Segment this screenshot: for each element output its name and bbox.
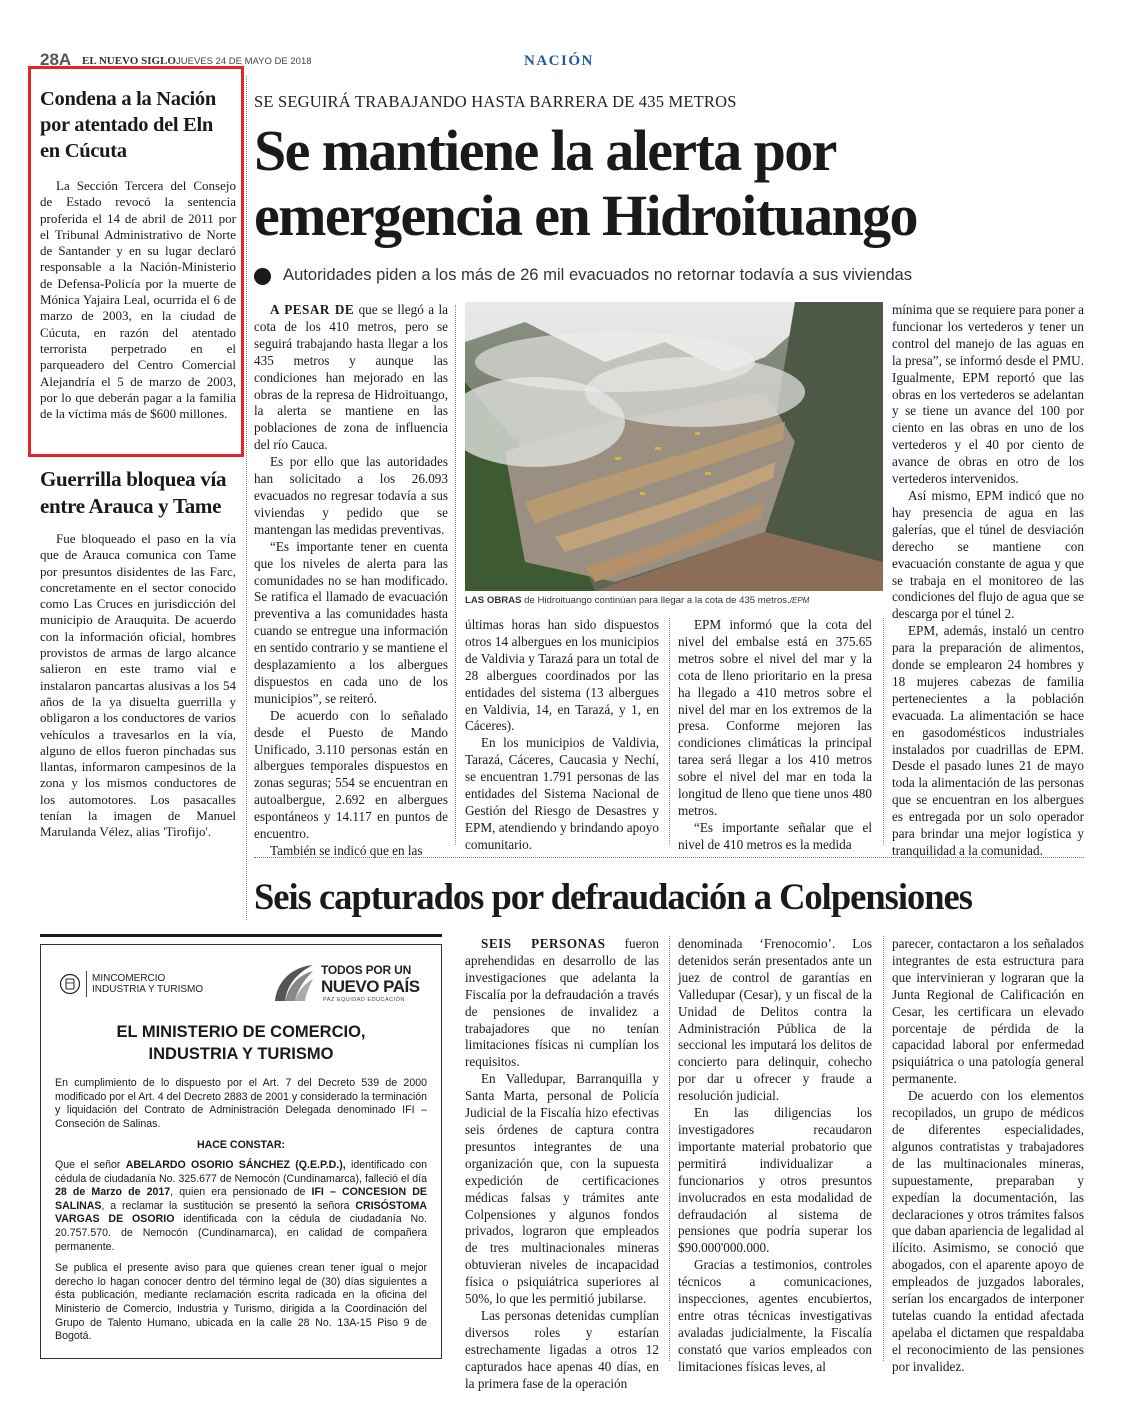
paper-name: EL NUEVO SIGLO (82, 55, 176, 67)
story-separator (254, 857, 1084, 858)
main-col-4-para: mínima que se requiere para poner a funcionar los vertederos y tener un control del manejo de las aguas en la presa”, se informó desde el PMU. Igualmente, EPM reportó que las obras en los vertederos se adelantan y se tiene un avance del 100 por ciento en las obras en uno de los vertederos y el 40 por ciento de avance de obras en otro de los vertederos intervenidos. (892, 302, 1084, 487)
main-col-1-para: “Es importante tener en cuenta que los niveles de alerta para las comunidades no se han modificado. Se ratifica el llamado de evacuación preventiva a las comunidades hasta cuando se entregue una información en sentido contrario y se mantiene el desplazamiento a los albergues dispuestos en cada uno de los municipios”, se reiteró. (254, 538, 448, 706)
main-col-4 (892, 302, 1084, 860)
second-col-3-para: parecer, contactaron a los señalados integrantes de esta estructura para que intervinieran y lograran que la Junta Regional de Calificación en Cesar, les certificara un elevado porcentaje de pérdida de la capacidad laboral por enfermedad psiquiátrica o una patología general permanente. (892, 936, 1084, 1087)
photo-caption-lead: LAS OBRAS (465, 595, 522, 606)
main-col-1 (254, 302, 448, 860)
sidebar-divider (246, 75, 247, 920)
photo-credit: /EPM (789, 596, 810, 605)
main-photo (465, 302, 883, 591)
page-number: 28A (40, 50, 72, 69)
mincomercio-line1: MINCOMERCIO (92, 973, 166, 984)
nuevo-pais-line2: NUEVO PAÍS (321, 977, 420, 996)
ad-paragraph-2: Que el señor ABELARDO OSORIO SÁNCHEZ (Q.E.P.D.), identificado con cédula de ciudadanía No. 325.677 de Nemocón (Cundinamarca), falleció el día 28 de Marzo de 2017, quien era pensionado de IFI – CONCESION DE SALINAS, a reclamar la sustitución se presentó la señora CRISÓSTOMA VARGAS DE OSORIO identificada con la cédula de ciudadanía No. 20.757.570. de Nemocón (Cundinamarca), en calidad de compañera permanente. (55, 1158, 428, 1253)
second-col-2-para: En las diligencias los investigadores recaudaron importante material probatorio que permitirá individualizar a funcionarios y otros presuntos involucrados en esta modalidad de defraudación al sistema de pensiones que podría superar los $90.000'000.000. (678, 1105, 872, 1256)
ad-hace-constar: HACE CONSTAR: (196, 1139, 286, 1152)
second-col-3-para: De acuerdo con los elementos recopilados, un grupo de médicos de diferentes especialidades, algunos contratistas y trabajadores de las multinacionales mineras, supuestamente, preparaban y expedían la documentación, las declaraciones y otros trámites falsos que daban apariencia de legalidad al ilícito. Asimismo, se conoció que abogados, con el aparente apoyo de empleados de juzgados laborales, serían los encargados de interponer tutelas cuando la entidad afectada apelaba el dictamen que respaldaba el reconocimiento de las pensiones por invalidez. (892, 1088, 1084, 1374)
second-headline: Seis capturados por defraudación a Colpensiones (254, 876, 972, 917)
main-col-2 (465, 617, 659, 854)
photo-caption-text: de Hidroituango continúan para llegar a la cota de 435 metros. (521, 595, 790, 606)
deck-bullet-icon (254, 268, 271, 285)
ad-title-line2: INDUSTRIA Y TURISMO (148, 1045, 334, 1063)
sidebar-story-condena (40, 86, 236, 422)
second-col-2-para: Gracias a testimonios, controles técnicos a comunicaciones, inspecciones, agentes encubiertos, entre otras técnicas investigativas avaladas judicialmente, la Fiscalía constató que varios empleados con limitaciones físicas leves, al (678, 1257, 872, 1374)
second-col-1 (465, 936, 659, 1392)
main-col-4-para: EPM, además, instaló un centro para la preparación de alimentos, donde se emplearon 24 hombres y 18 mujeres cabezas de familia pertenecientes a la población evacuada. La alimentación se hace en gasodomésticos industriales instalados por cuadrillas de EPM. Desde el pasado lunes 21 de mayo toda la alimentación de las personas que se encuentran en los albergues es entregada por un solo operador para brindar una mejor logística y tranquilidad a la comunidad. (892, 623, 1084, 858)
dam-construction-illustration (465, 302, 883, 591)
sidebar-story-guerrilla-body: Fue bloqueado el paso en la vía que de Arauca comunica con Tame por presuntos disidentes de las Farc, concretamente en el sector conocido como Las Cruces en jurisdicción del municipio de Arauquita. De acuerdo con la información oficial, hombres provistos de armas de largo alcance salieron en este tramo vial e instalaron pancartas alusivas a los 54 años de la ya disuelta guerrilla y obligaron a los conductores de varios vehículos a travesarlos en la vía, alguno de ellos fueron pinchadas sus llantas, informaron campesinos de la zona y los mismos conductores de los automotores. Los pasacalles tenían la imagen de Manuel Marulanda Vélez, alias 'Tirofijo'. (40, 531, 236, 840)
ad-title-line1: EL MINISTERIO DE COMERCIO, (116, 1023, 366, 1041)
main-col-2-para: últimas horas han sido dispuestos otros 14 albergues en los municipios de Valdivia y Tarazá para un total de 28 albergues coordinados por las entidades del sistema (13 albergues en Valdivia, 14, en Tarazá, y 1, en Cáceres). (465, 617, 659, 734)
main-col-1-para: Es por ello que las autoridades han solicitado a los 26.093 evacuados no regresar todavía a sus viviendas y pedido que se mantengan las medidas preventivas. (254, 454, 448, 537)
mincomercio-divider (86, 971, 87, 997)
issue-date: JUEVES 24 DE MAYO DE 2018 (176, 56, 312, 67)
sidebar-story-guerrilla (40, 466, 236, 841)
section-label: NACIÓN (524, 53, 594, 69)
main-col-1-para: A PESAR DE que se llegó a la cota de los 410 metros, pero se seguirá trabajando hasta llegar a los 435 metros y aunque las condiciones han mejorado en las obras de la represa de Hidroituango, la alerta se mantiene en las poblaciones de zona de influencia del río Cauca. (254, 302, 448, 453)
main-col-2-para: En los municipios de Valdivia, Tarazá, Cáceres, Caucasia y Nechí, se encuentran 1.791 personas de las entidades del Sistema Nacional de Gestión del Riesgo de Desastres y EPM, atendiendo y brindando apoyo comunitario. (465, 735, 659, 852)
nuevo-pais-line1: TODOS POR UN (321, 963, 412, 977)
second-col-2-para: denominada ‘Frenocomio’. Los detenidos serán presentados ante un juez de control de garantías en Valledupar (Cesar), y un fiscal de la Unidad de Delitos contra la Administración Pública de la seccional les imputará los delitos de concierto para delinquir, cohecho por dar u ofrecer y fraude a resolución judicial. (678, 936, 872, 1104)
second-col-1-para: SEIS PERSONAS fueron aprehendidas en desarrollo de las investigaciones que adelanta la Fiscalía por la defraudación a través de pensiones de invalidez a trabajadores que no tenían limitaciones físicas ni cumplían los requisitos. (465, 936, 659, 1070)
main-col-divider (883, 618, 884, 845)
deck-text: Autoridades piden a los más de 26 mil evacuados no retornar todavía a sus viviendas (283, 265, 913, 284)
coat-of-arms-icon (59, 973, 81, 995)
second-col-divider (883, 936, 884, 1361)
second-col-divider (669, 936, 670, 1361)
main-col-3 (678, 617, 872, 854)
main-col-3-para: EPM informó que la cota del nivel del embalse está en 375.65 metros sobre el nivel del mar y la cota de lleno prioritario en la presa ha llegado a 410 metros sobre el nivel del mar en los extremos de la presa. Conforme mejoren las condiciones climáticas la principal tarea será llegar a los 410 metros sobre el nivel del mar en toda la longitud de lleno que tiene unos 480 metros. (678, 617, 872, 818)
ad-title (41, 1021, 441, 1065)
nuevo-pais-emblem-icon (267, 961, 317, 1007)
todos-por-un-nuevo-pais-logo (267, 959, 437, 1013)
ad-paragraph-1: En cumplimiento de lo dispuesto por el Art. 7 del Decreto 539 de 2000 modificado por el Art. 4 del Decreto 2883 de 2001 y considerado la terminación y liquidación del Contrato de Administración Delegada denominado IFI – Conseción de Salinas. (55, 1077, 427, 1130)
sidebar-story-condena-headline: Condena a la Nación por atentado del Eln en Cúcuta (40, 88, 216, 162)
ministry-notice-ad (40, 944, 442, 1359)
ad-paragraph-3: Se publica el presente aviso para que quienes crean tener igual o mejor derecho lo hagan conocer dentro del término legal de (30) días siguientes a ésta publicación, mediante reclamación escrita radicada en la oficina del Ministerio de Comercio, Industria y Turismo, dirigida a la Coordinación del Grupo de Talento Humano, ubicada en la calle 28 No. 13A-15 Piso 9 de Bogotá. (55, 1262, 427, 1343)
main-col-4-para: Así mismo, EPM indicó que no hay presencia de agua en las galerías, que el túnel de desviación derecho se mantiene con evacuación constante de agua y que se trabaja en el monitoreo de las condiciones del flujo de agua que se descarga por el túnel 2. (892, 487, 1084, 622)
ad-body (55, 1077, 427, 1352)
main-headline: Se mantiene la alerta por emergencia en Hidroituango (254, 118, 917, 248)
mincomercio-line2: INDUSTRIA Y TURISMO (92, 984, 204, 995)
main-col-1-para: De acuerdo con lo señalado desde el Puesto de Mando Unificado, 3.110 personas están en albergues temporales dispuestos en zonas seguras; 554 se encuentran en autoalbergue, 2.692 en albergues espontáneos y 14.117 en puntos de encuentro. (254, 707, 448, 842)
main-kicker: SE SEGUIRÁ TRABAJANDO HASTA BARRERA DE 435 METROS (254, 92, 737, 111)
main-col-3-para: “Es importante señalar que el nivel de 410 metros es la medida (678, 819, 872, 852)
sidebar-story-condena-body: La Sección Tercera del Consejo de Estado revocó la sentencia proferida el 14 de abril de 2011 por el Tribunal Administrativo de Norte de Santander y en su lugar declaró responsable a la Nación-Ministerio de Defensa-Policía por la muerte de Mónica Yajaira Leal, ocurrida el 6 de marzo de 2003, en la ciudad de Cúcuta, en razón del atentado terrorista perpetrado en el parqueadero del Centro Comercial Alejandría el 5 de marzo de 2003, por lo que deberán pagar a la familia de la víctima más de $600 millones. (40, 178, 236, 422)
photo-caption (465, 595, 883, 606)
main-col-1-para: También se indicó que en las (270, 843, 423, 858)
second-col-1-para: Las personas detenidas cumplían diversos roles y estarían estrechamente ligadas a otros 12 capturados hace apenas 40 días, en la primera fase de la operación (465, 1307, 659, 1391)
mincomercio-logo (59, 971, 259, 1001)
second-col-2 (678, 936, 872, 1376)
second-col-3 (892, 936, 1084, 1376)
second-col-1-para: En Valledupar, Barranquilla y Santa Marta, personal de Policía Judicial de la Fiscalía hizo efectivas seis órdenes de captura contra presuntos integrantes de una organización que, con la supuesta expedición de certificaciones médicas falsas y trámites ante Colpensiones y algunos fondos privados, lograron que empleados de tres multinacionales mineras obtuvieran niveles de incapacidad física o psiquiátrica superiores al 50%, lo que les permitió jubilarse. (465, 1071, 659, 1307)
nuevo-pais-line3: PAZ EQUIDAD EDUCACIÓN (323, 997, 405, 1003)
main-col-divider (669, 618, 670, 845)
sidebar-story-guerrilla-headline: Guerrilla bloquea vía entre Arauca y Tame (40, 467, 227, 518)
main-deck (254, 265, 1044, 289)
main-col-divider (455, 305, 456, 845)
ad-top-rule (40, 934, 442, 937)
